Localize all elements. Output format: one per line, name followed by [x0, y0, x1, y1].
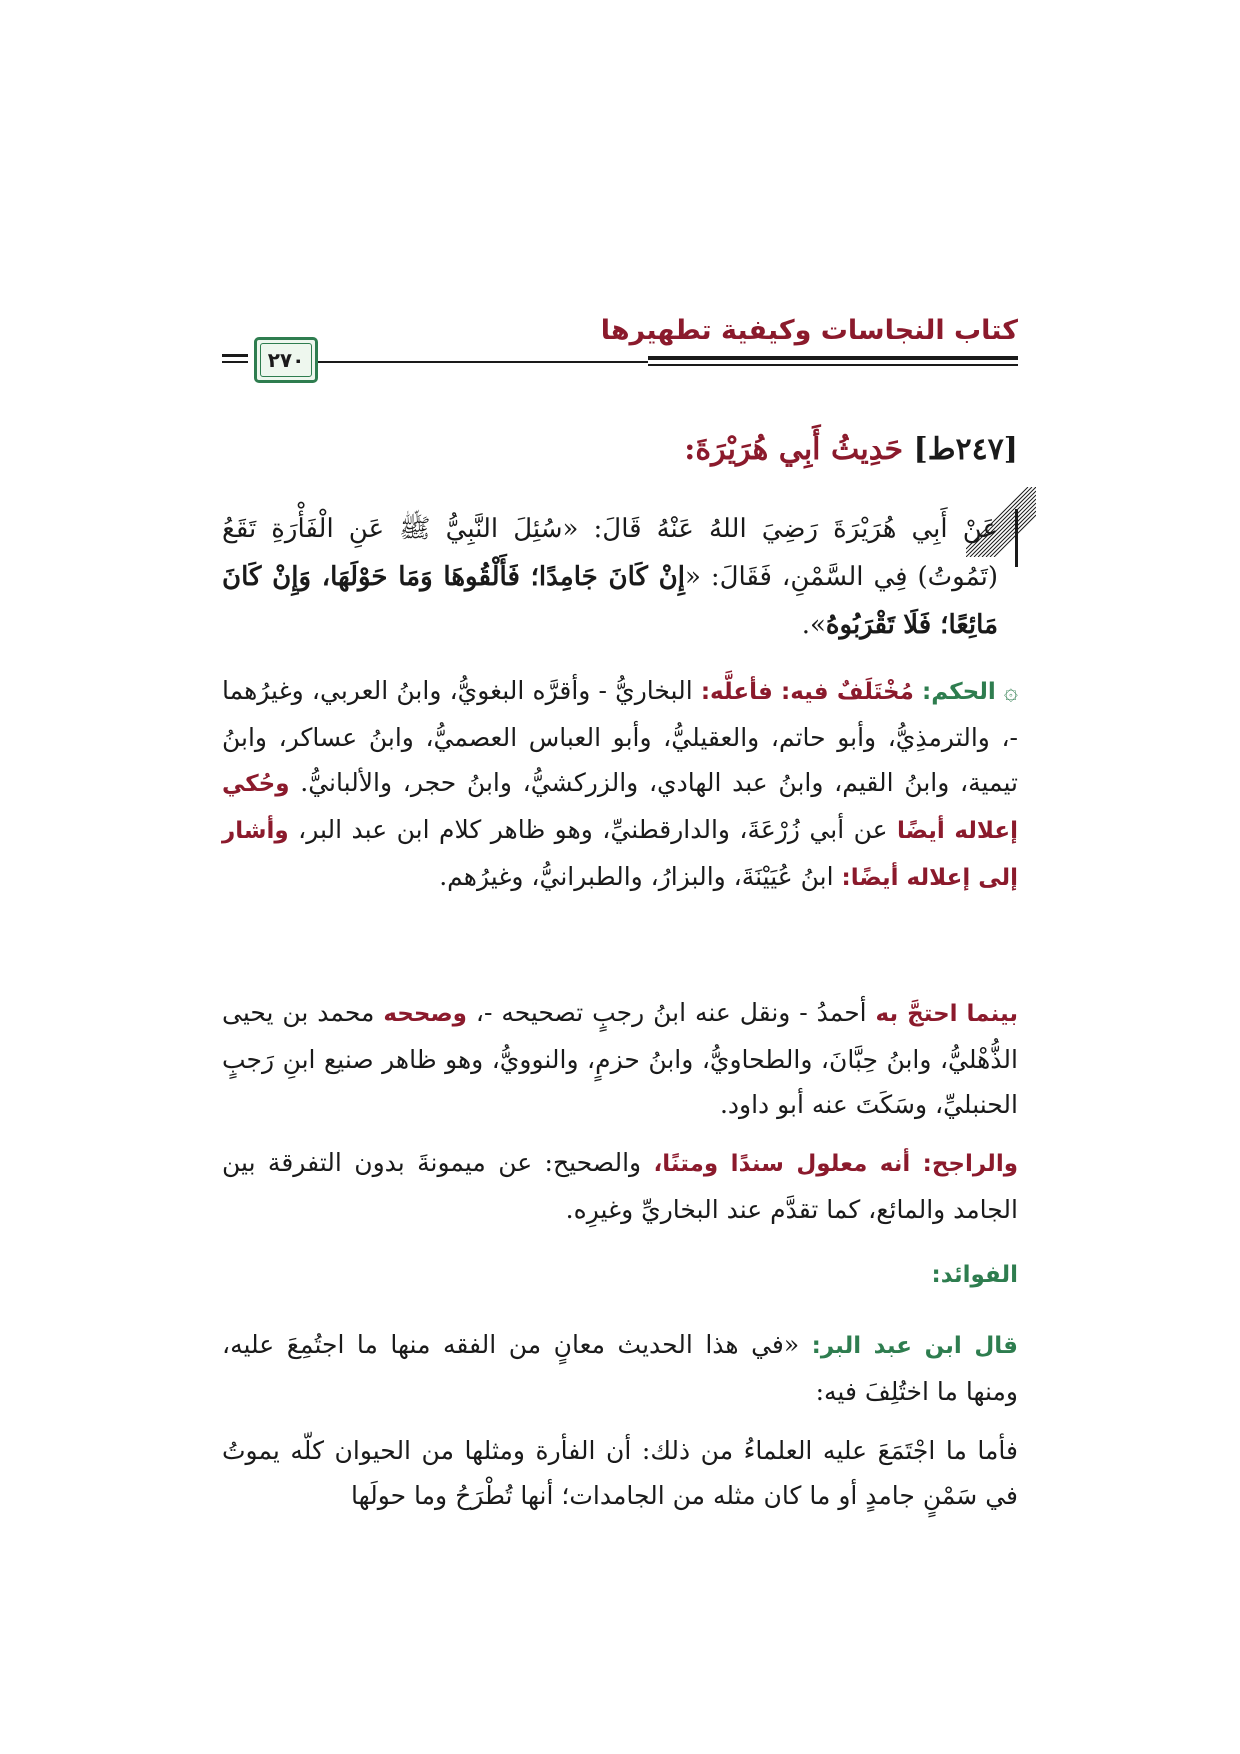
page-header — [222, 315, 1018, 415]
ruling-status: مُخْتَلَفٌ فيه: — [781, 679, 914, 705]
hadith-number: [٢٤٧ط] — [913, 432, 1018, 467]
header-rule-thin — [648, 364, 1018, 366]
para3-red-label: والراجح: — [922, 1151, 1018, 1177]
hadith-box — [222, 505, 1018, 640]
book-title: كتاب النجاسات وكيفية تطهيرها — [600, 315, 1018, 346]
page-number: ٢٧٠ — [260, 343, 312, 377]
para3-text: والصحيح: عن ميمونةَ بدون التفرقة بين الجامد والمائع، كما تقدَّم عند البخاريِّ وغيرِه. — [222, 1148, 1018, 1224]
para2-text-1: أحمدُ - ونقل عنه ابنُ رجبٍ تصحيحه -، — [475, 998, 867, 1027]
para5-text: فأما ما اجْتَمَعَ عليه العلماءُ من ذلك: أن الفأرة ومثلها من الحيوان كلّه يموتُ في سَمْنٍ جامدٍ أو ما كان مثله من الجامدات؛ أنها تُطْرَحُ وما حولَها — [222, 1436, 1018, 1510]
header-rule-left-thin — [222, 361, 248, 363]
para2-text-2: محمد بن يحيى الذُّهْليُّ، وابنُ حِبَّانَ، والطحاويُّ، وابنُ حزمٍ، والنوويُّ، وهو ظاهر صنيع ابنِ رَجبٍ الحنبليِّ، وسَكَتَ عنه أبو داود. — [222, 998, 1018, 1119]
para2-red-1: بينما احتجَّ به — [875, 1001, 1018, 1027]
hadith-side-line — [1015, 509, 1018, 567]
para2-red-2: وصححه — [383, 1001, 467, 1027]
consensus-paragraph — [222, 1428, 1018, 1518]
ruling-text-1: البخاريُّ - وأقرَّه البغويُّ، وابنُ العربي، وغيرُهما -، والترمذِيُّ، وأبو حاتم، والعقيليُّ، وأبو العباس العصميُّ، وابنُ عساكر، وابنُ تيمية، وابنُ القيم، وابنُ عبد الهادي، والزركشيُّ، وابنُ حجر، والألبانيُّ. — [222, 676, 1018, 797]
hadith-line-3-bold: تَقْرَبُوهُ — [825, 610, 895, 640]
header-rule — [648, 356, 1018, 360]
page-number-box — [254, 337, 318, 383]
hadith-title: حَدِيثُ أَبِي هُرَيْرَةَ: — [684, 432, 904, 467]
hadith-line-2: السَّمْنِ، فَقَالَ: « — [684, 562, 864, 592]
ruling-text-3: ابنُ عُيَيْنَةَ، والبزارُ، والطبرانيُّ، وغيرُهم. — [439, 862, 834, 891]
authentication-paragraph — [222, 990, 1018, 1127]
preponderant-paragraph — [222, 1140, 1018, 1232]
ruling-red-2: وحُكي إعلاله أيضًا — [222, 771, 1018, 844]
ruling-label: الحكم: — [922, 679, 996, 705]
ruling-red-3: وأشار إلى إعلاله أيضًا: — [222, 818, 1018, 891]
header-rule-middle — [318, 361, 648, 363]
ruling-status-2: فأعلَّه: — [700, 679, 773, 705]
hadith-line-3-end: ». — [801, 610, 826, 640]
flower-icon: ۞ — [1003, 677, 1018, 705]
header-rule-left — [222, 354, 248, 357]
hadith-text — [222, 505, 998, 649]
hadith-heading — [684, 432, 1018, 467]
para4-label: قال ابن عبد البر: — [811, 1333, 1018, 1359]
hadith-line-1: عَنْ أَبِي هُرَيْرَةَ رَضِيَ اللهُ عَنْهُ قَالَ: «سُئِلَ النَّبِيُّ ﷺ عَنِ الْفَأْرَةِ تَقَعُ (تَمُوتُ) فِي — [222, 514, 998, 592]
ibn-abd-al-barr-paragraph — [222, 1322, 1018, 1414]
ruling-paragraph — [222, 668, 1018, 901]
benefits-heading: الفوائد: — [931, 1262, 1018, 1288]
para4-text: «في هذا الحديث معانٍ من الفقه منها ما اجتُمِعَ عليه، ومنها ما اختُلِفَ فيه: — [222, 1330, 1018, 1406]
para3-red-text: أنه معلول سندًا ومتنًا، — [653, 1151, 911, 1177]
ruling-text-2: عن أبي زُرْعَةَ، والدارقطنيِّ، وهو ظاهر كلام ابن عبد البر، — [298, 815, 888, 844]
hadith-line-2-bold: إِنْ كَانَ جَامِدًا؛ فَأَلْقُوهَا وَمَا حَوْلَهَا، وَإِنْ كَانَ مَائِعًا؛ فَلَا — [222, 562, 998, 640]
